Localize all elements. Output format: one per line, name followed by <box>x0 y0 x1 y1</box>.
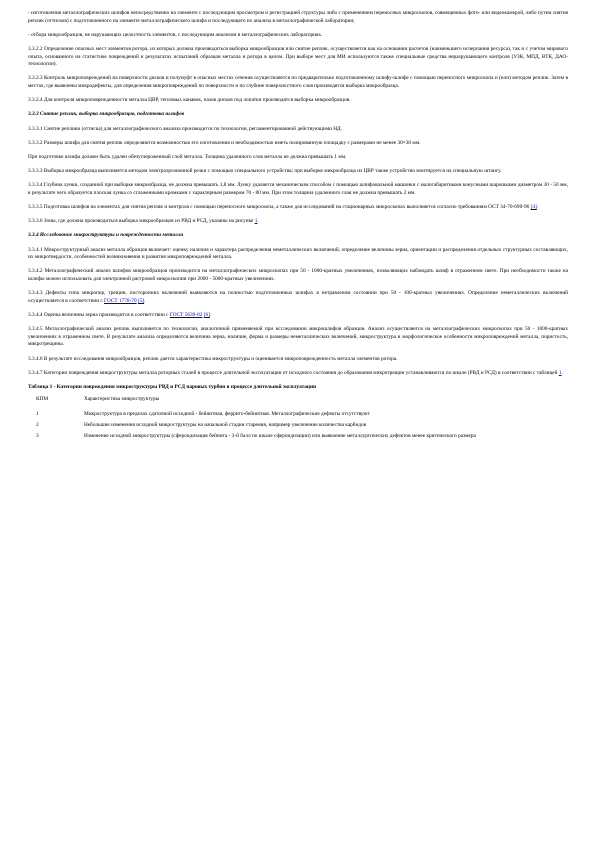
table-cell-characteristic: Микроструктура в пределах сдаточной исходной - бейнитная, феррито-бейнитная. Металлографические дефекты отсутствуют <box>84 410 370 417</box>
paragraph-3-3-3-1: 3.3.3.1 Снятие реплики (оттиска) для металлографического анализа производится по технологии, регламентированной действующими НД. <box>28 125 342 132</box>
table-header-kpm: КПМ <box>36 396 49 403</box>
table-cell-kpm: 3 <box>36 433 39 440</box>
paragraph-3-3-3-4: 3.3.3.4 Глубина лунки, созданной при выборке микрообразца, не должна превышать 1,8 мм. Лунку удаляется механическим способом с помощью шлифовальной машинки с малогабаритными конусными шарошками диаметром 30 - 50 мм, в результате чего образуется плоская лунка со сглаженными кромками с характерным размером 70 - 80 мм. При этом толщина удаленного слоя не должна превышать 2 мм. <box>28 182 568 196</box>
paragraph-text: 3.3.3.6 Зоны, где должна производиться выборка микрообразцов из РВД и РСД, указаны на рисунке <box>28 218 255 225</box>
section-heading-3-3-3: 3.3.3 Снятие реплик, выборка микрообразцов, подготовка шлифов <box>28 111 185 118</box>
paragraph-text: . <box>561 369 563 376</box>
table-cell-characteristic: Небольшие изменения исходной микроструктуры на начальной стадии старения, например увеличение количества карбидов <box>84 421 367 428</box>
table-cell-kpm: 1 <box>36 410 39 417</box>
table-row <box>28 432 548 443</box>
paragraph-text: 3.3.4.3 Дефекты типа микропор, трещин, посторонних включений выявляются на полностью подготовленных шлифах в нетравленом состоянии при 50 - 100-кратных увеличениях. Определение неметаллических включений осуществляется в соответствии с <box>28 290 568 304</box>
table-header-row <box>28 395 548 409</box>
paragraph-3-3-4-5: 3.3.4.5 Металлографический анализ реплик выполняется по технологии, аналогичной применяемой при исследовании микрошлифов образцов. Анализ осуществляется на металлографических микроскопах при 50 - 1000-кратных увеличениях в отраженном свете. В результате анализа определяются величина зерна, наличие, форма и размеры неметаллических включений, микроструктура и морфологическое особенности микроповреждений металла, пористость, микротрещины. <box>28 326 568 348</box>
table-row <box>28 421 548 432</box>
figure-link-1[interactable]: 1 <box>254 218 258 225</box>
paragraph-sampling-methods-1: - изготовления металлографических шлифов непосредственно на элементе с последующим просмотром и регистрацией структуры либо с применением переносных микроскопов, совмещенных фото- или видеокамерой, либо путем снятия реплик (оттисков) с подготовленного на элементе металлографического шлифа и последующего их анализа в металлографической лаборатории; <box>28 10 568 24</box>
table-link-1[interactable]: 1 <box>558 369 562 376</box>
paragraph-3-3-2-4: 3.3.2.4 Для контроля микроповрежденности металла ЦВР, тепловых канавок, пазов дисков под лопатки производятся выборка микрообразцов. <box>28 97 351 104</box>
paragraph-3-3-4-2: 3.3.4.2 Металлографический анализ шлифов микрообразцов производится на металлографических микроскопах при 50 - 1000-кратных увеличениях, позволяющих наблюдать шлиф в отраженном свете. При необходимости также на шлифы можно использовать для электронной растровой микроскопии при 2000 - 5000-кратных увеличениях. <box>28 268 568 282</box>
paragraph-decarburized-layer: При подготовке шлифа должен быть удален обезуглероженный слой металла. Толщина удаленного слоя металла не должна превышать 1 мм. <box>28 153 347 160</box>
gost-5639-link[interactable]: ГОСТ 5639-82 <box>169 311 203 318</box>
gost-1778-link[interactable]: ГОСТ 1778-70 <box>104 297 137 304</box>
paragraph-text: . <box>257 218 259 225</box>
paragraph-sampling-methods-2: - отбора микрообразцов, не нарушающих целостность элементов, с последующим анализом в металлографических лабораториях. <box>28 31 323 38</box>
damage-category-table <box>28 395 548 443</box>
paragraph-3-3-4-7 <box>28 370 568 378</box>
paragraph-text: . <box>144 297 146 304</box>
table-row <box>28 410 548 421</box>
paragraph-3-3-2-3: 3.3.2.3 Контроль микроповреждений на поверхности дисков и полумуфт в опасных местах сечения осуществляется по предварительно подготовленному шлифу-шлифе с помощью переносного микроскопа и (или) методом реплик. Затем в местах, где выявлены микродефекты, для определения микроповреждений по поверхности и по глубине поверхностного слоя производятся выборка микрообразца. <box>28 75 568 89</box>
paragraph-3-3-3-3: 3.3.3.3 Выборка микрообразца выполняется методом электроэрозионной резки с помощью специального устройства; при выборке микрообразца из ЦВР также устройство монтируется на специальную штангу. <box>28 168 502 175</box>
paragraph-text: 3.3.3.5 Подготовка шлифов на элементах для снятия реплик и контроля с помощью переносного микроскопа, а также для исследований на стационарных микроскопах выполняется согласно требованиям ОСТ 34-70-690-96 <box>28 204 531 211</box>
table-header-characteristic: Характеристика микроструктуры <box>84 396 160 403</box>
paragraph-3-3-3-6 <box>28 218 568 226</box>
paragraph-text: 3.3.4.7 Категории повреждения микроструктуры металла роторных сталей в процессе длительной эксплуатации от исходного состояния до образования микротрещин устанавливаются по шкале (РВД и РСД) в соответствии с таблицей <box>28 369 559 376</box>
paragraph-text: . <box>209 311 212 318</box>
paragraph-text: 3.3.4.4 Оценка величины зерна производится в соответствии с <box>28 311 170 318</box>
paragraph-3-3-2-2: 3.3.2.2 Определение опасных мест элементов ротора, из которых должна производиться выборка микрообразцов или снятие реплик, осуществляется как на основании расчетов (наименьшего исчерпания ресурса), так и с учетом мирового опыта, основанного на статистике повреждений и результатах испытаний образцов металла и ротора в целом. При выборе мест для МИ используются также специальные средства неразрушающего контроля (УЗК, МПД, ВТК, ДАО-технологии). <box>28 45 568 68</box>
paragraph-3-3-4-1: 3.3.4.1 Микроструктурный анализ металла образцов включает: оценку наличия и характера распределения неметаллических включений, определение величины зерна, ориентации и распределения отдельных структурных составляющих, их микротвердости, особенностей возникновения и развития микроповреждений металла. <box>28 246 568 261</box>
document-page <box>28 10 568 443</box>
section-heading-3-3-4: 3.3.4 Исследование микроструктуры и поврежденности металла <box>28 232 184 239</box>
table-caption: Таблица 1 - Категории повреждения микроструктуры РВД и РСД паровых турбин в процессе длительной эксплуатации <box>28 383 317 390</box>
reference-link-6[interactable]: [6] <box>203 311 210 318</box>
table-cell-characteristic: Изменение исходной микроструктуры (сфероидизация бейнита - 3-й балл по шкале сфероидизации) или выявление металлургических дефектов менее критического размера <box>84 433 476 440</box>
table-cell-kpm: 2 <box>36 421 39 428</box>
paragraph-3-3-4-6: 3.3.4.6 В результате исследования микрообразцов, реплик дается характеристика микроструктуры и оценивается микроповрежденность металла элементов ротора. <box>28 355 398 362</box>
reference-link-4[interactable]: [4] <box>530 204 537 211</box>
paragraph-3-3-4-4 <box>28 312 568 320</box>
paragraph-text: . <box>536 204 539 211</box>
paragraph-3-3-4-3 <box>28 290 568 305</box>
paragraph-3-3-3-2: 3.3.3.2 Размеры шлифа для снятия реплик определяются возможностью его изготовления и необходимостью иметь полированную площадку с размерами не менее 30×30 мм. <box>28 139 421 146</box>
paragraph-3-3-3-5 <box>28 204 568 212</box>
reference-link-5[interactable]: [5] <box>137 297 145 304</box>
